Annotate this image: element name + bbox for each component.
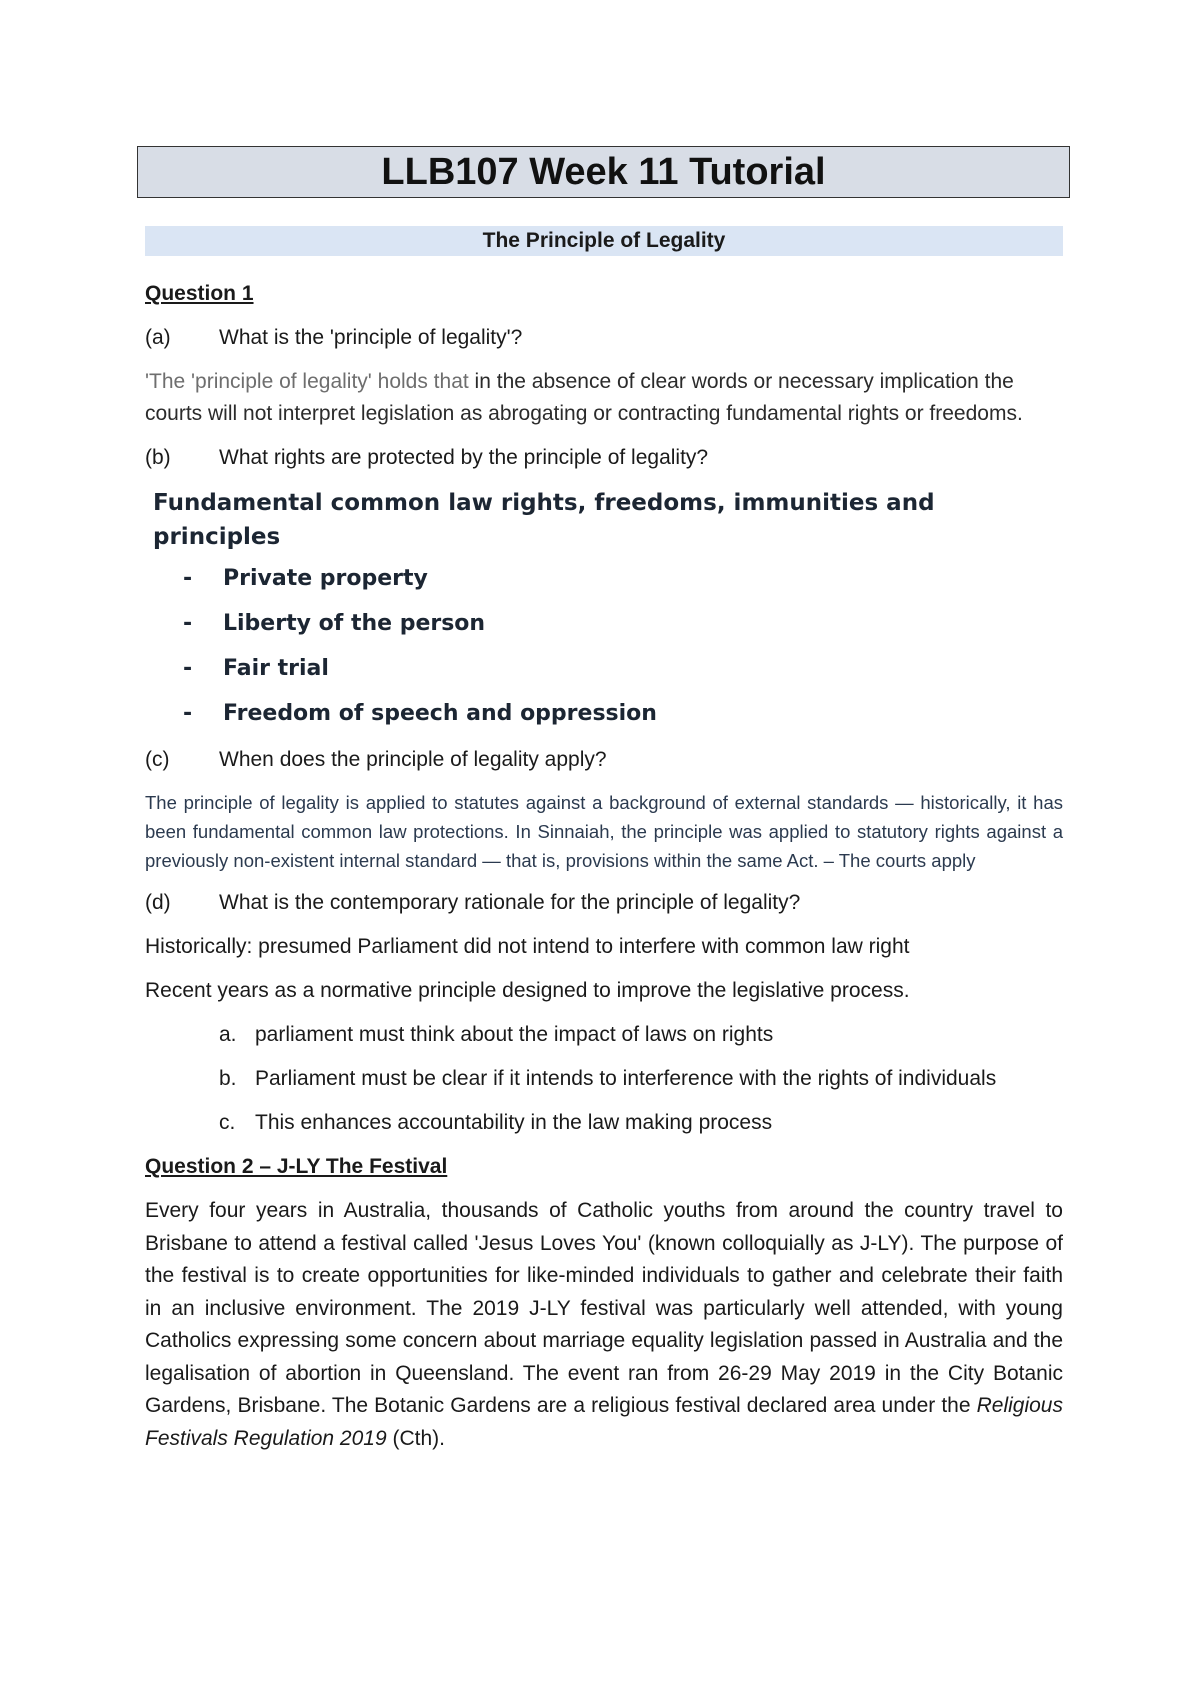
list-item-text: Private property [223,566,428,591]
list-item [145,564,1063,594]
list-item-label: b. [219,1067,237,1090]
question-1b [145,442,1063,474]
question-1a [145,322,1063,354]
question-2-scenario [145,1195,1063,1455]
list-item-text: Parliament must be clear if it intends to interference with the rights of individuals [255,1067,997,1090]
bullet-dash: - [183,656,193,681]
document-body [145,278,1063,1455]
scenario-text: Every four years in Australia, thousands of Catholic youths from around the country travel to Brisbane to attend a festival called 'Jesus Loves You' (known colloquially as J-LY). The purpose of the festival is to create opportunities for like-minded individuals to gather and celebrate their faith in an inclusive environment. The 2019 J-LY festival was particularly well attended, with young Catholics expressing some concern about marriage equality legislation passed in Australia and the legalisation of abortion in Queensland. The event ran from 26-29 May 2019 in the City Botanic Gardens, Brisbane. The Botanic Gardens are a religious festival declared area under the [145,1199,1063,1417]
question-1c [145,744,1063,776]
list-item-text: This enhances accountability in the law making process [255,1111,773,1134]
question-1a-text: What is the 'principle of legality'? [219,326,523,349]
question-2-heading: Question 2 – J-LY The Festival [145,1155,448,1178]
list-item [145,609,1063,639]
question-1c-text: When does the principle of legality apply? [219,748,607,771]
rationale-list [145,1019,1063,1139]
section-subtitle: The Principle of Legality [145,226,1063,256]
list-item [145,654,1063,684]
list-item [145,1019,1063,1051]
bullet-dash: - [183,701,193,726]
answer-1c: The principle of legality is applied to statutes against a background of external standards — historically, it has been fundamental common law protections. In Sinnaiah, the principle was applied to statutory rights against a previously non-existent internal standard — that is, provisions within the same Act. – The courts apply [145,792,1063,871]
question-1-heading: Question 1 [145,282,254,305]
question-1d-label: (d) [145,891,171,914]
question-1a-label: (a) [145,326,171,349]
list-item-text: Fair trial [223,656,329,681]
list-item-text: parliament must think about the impact of laws on rights [255,1023,774,1046]
scenario-end: (Cth). [386,1426,445,1450]
bullet-dash: - [183,611,193,636]
list-item-label: c. [219,1111,236,1134]
question-1c-label: (c) [145,748,170,771]
answer-1a-body: in the absence of clear words or necessary implication the courts will not interpret legislation as abrogating or contracting fundamental rights or freedoms. [145,370,1023,425]
question-1b-label: (b) [145,446,171,469]
list-item [145,699,1063,729]
answer-1a-quote: 'The 'principle of legality' holds that [145,370,469,393]
answer-1a [145,366,1063,430]
answer-1d-historical: Historically: presumed Parliament did not intend to interfere with common law right [145,935,910,958]
page-title: LLB107 Week 11 Tutorial [137,146,1070,198]
rights-list [145,564,1063,729]
list-item-text: Freedom of speech and oppression [223,701,657,726]
list-item [145,1063,1063,1095]
question-1b-text: What rights are protected by the principle of legality? [219,446,709,469]
list-item [145,1107,1063,1139]
answer-1d-recent: Recent years as a normative principle designed to improve the legislative process. [145,979,910,1002]
list-item-text: Liberty of the person [223,611,486,636]
question-1d [145,887,1063,919]
bullet-dash: - [183,566,193,591]
list-item-label: a. [219,1023,237,1046]
question-1d-text: What is the contemporary rationale for the principle of legality? [219,891,801,914]
answer-1b-heading: Fundamental common law rights, freedoms, immunities and principles [153,490,935,550]
regulation-title: Religious Festivals Regulation 2019 [145,1394,1063,1450]
